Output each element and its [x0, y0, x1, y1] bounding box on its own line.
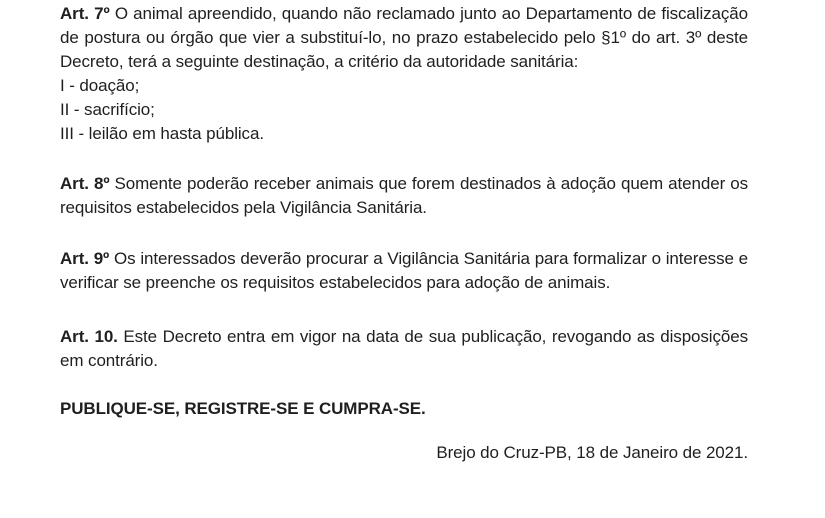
- closing-formula: [60, 397, 748, 421]
- decree-document: [60, 2, 748, 465]
- list-item-2-text: II - sacrifício;: [60, 100, 155, 119]
- closing-formula-text: PUBLIQUE-SE, REGISTRE-SE E CUMPRA-SE.: [60, 399, 426, 418]
- article-10: [60, 325, 748, 373]
- article-7-text: O animal apreendido, quando não reclamado junto ao Departamento de fiscalização de postura ou órgão que vier a substituí-lo, no prazo estabelecido pelo §1º do art. 3º deste Decreto, terá a seguinte destinação, a critério da autoridade sanitária:: [60, 4, 749, 71]
- article-10-text: Este Decreto entra em vigor na data de sua publicação, revogando as disposições em contrário.: [60, 327, 748, 370]
- article-7-label: Art. 7º: [60, 4, 110, 23]
- list-item-2: [60, 98, 748, 122]
- article-9-label: Art. 9º: [60, 249, 110, 268]
- list-item-3-text: III - leilão em hasta pública.: [60, 124, 264, 143]
- article-9-text: Os interessados deverão procurar a Vigilância Sanitária para formalizar o interesse e verificar se preenche os requisitos estabelecidos para adoção de animais.: [60, 249, 749, 292]
- dateline: [60, 441, 748, 465]
- article-8: [60, 172, 748, 220]
- dateline-text: Brejo do Cruz-PB, 18 de Janeiro de 2021.: [436, 443, 748, 462]
- list-item-3: [60, 122, 748, 146]
- list-item-1-text: I - doação;: [60, 76, 140, 95]
- article-7: [60, 2, 748, 74]
- article-8-text: Somente poderão receber animais que forem destinados à adoção quem atender os requisitos estabelecidos pela Vigilância Sanitária.: [60, 174, 748, 217]
- article-9: [60, 247, 748, 295]
- list-item-1: [60, 74, 748, 98]
- article-10-label: Art. 10.: [60, 327, 118, 346]
- article-8-label: Art. 8º: [60, 174, 110, 193]
